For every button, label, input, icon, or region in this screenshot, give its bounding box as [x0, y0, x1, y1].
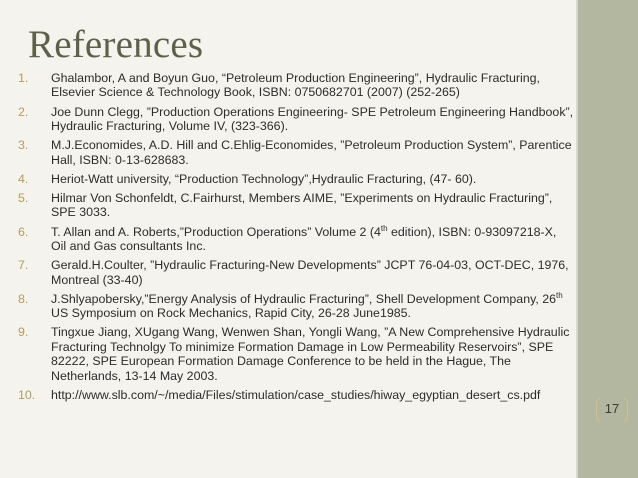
reference-number: 4.: [18, 171, 29, 186]
reference-item-5: [18, 191, 574, 220]
reference-item-7: [18, 258, 574, 287]
reference-item-4: [18, 172, 574, 186]
reference-text: Heriot-Watt university, “Production Technology”,Hydraulic Fracturing, (47- 60).: [51, 171, 477, 186]
reference-number: 10.: [18, 387, 36, 402]
reference-item-8: [18, 292, 574, 321]
page-number-holder: [596, 398, 628, 422]
reference-number: 6.: [18, 224, 29, 239]
reference-number: 8.: [18, 291, 29, 306]
page-title: References: [28, 23, 204, 66]
ordinal-superscript: th: [380, 223, 388, 233]
reference-text-part: US Symposium on Rock Mechanics, Rapid City, 26-28 June1985.: [51, 306, 411, 321]
reference-item-9: [18, 325, 574, 383]
reference-text: http://www.slb.com/~/media/Files/stimulation/case_studies/hiway_egyptian_desert_cs.pdf: [51, 387, 541, 402]
reference-item-6: [18, 225, 574, 254]
reference-item-3: [18, 138, 574, 167]
reference-text: M.J.Economides, A.D. Hill and C.Ehlig-Economides, ”Petroleum Production System”, Parentice Hall, ISBN: 0-13-628683.: [51, 138, 572, 167]
reference-text: Gerald.H.Coulter, ”Hydraulic Fracturing-New Developments” JCPT 76-04-03, OCT-DEC, 1976, Montreal (33-40): [51, 258, 569, 287]
reference-number: 9.: [18, 325, 29, 340]
reference-number: 7.: [18, 258, 29, 273]
reference-item-10: [18, 388, 574, 402]
reference-text: Tingxue Jiang, XUgang Wang, Wenwen Shan, Yongli Wang, ”A New Comprehensive Hydraulic Fracturing Technolgy To minimize Formation Damage in Low Permeability Reservoirs”, SPE 82222, SPE European Formation Damage Conference to be held in the Hague, The Netherlands, 13-14 May 2003.: [51, 325, 570, 383]
reference-text-part: edition), ISBN: 0-93097218-X, Oil and Gas consultants Inc.: [51, 224, 557, 254]
reference-text: [51, 292, 574, 321]
reference-text: Hilmar Von Schonfeldt, C.Fairhurst, Members AIME, ”Experiments on Hydraulic Fracturing”, SPE 3033.: [51, 191, 553, 220]
reference-text-part: T. Allan and A. Roberts,”Production Operations” Volume 2 (4: [51, 224, 381, 239]
reference-number: 2.: [18, 104, 29, 119]
reference-number: 1.: [18, 71, 29, 85]
reference-item-2: [18, 105, 574, 134]
reference-number: 5.: [18, 191, 29, 206]
page-number: 17: [604, 401, 620, 416]
reference-text: Joe Dunn Clegg, ”Production Operations Engineering- SPE Petroleum Engineering Handbook”, Hydraulic Fracturing, Volume IV, (323-366).: [51, 104, 574, 134]
reference-item-1: [18, 71, 574, 100]
reference-list: [18, 71, 574, 407]
reference-text: [51, 225, 574, 254]
reference-text-part: J.Shlyapobersky,”Energy Analysis of Hydraulic Fracturing”, Shell Development Company, 26: [51, 291, 557, 306]
reference-number: 3.: [18, 138, 29, 153]
ordinal-superscript: th: [556, 290, 563, 300]
reference-text: Ghalambor, A and Boyun Guo, “Petroleum Production Engineering”, Hydraulic Fracturing, Elsevier Science & Technology Book, ISBN: 0750682701 (2007) (252-265): [51, 71, 540, 100]
